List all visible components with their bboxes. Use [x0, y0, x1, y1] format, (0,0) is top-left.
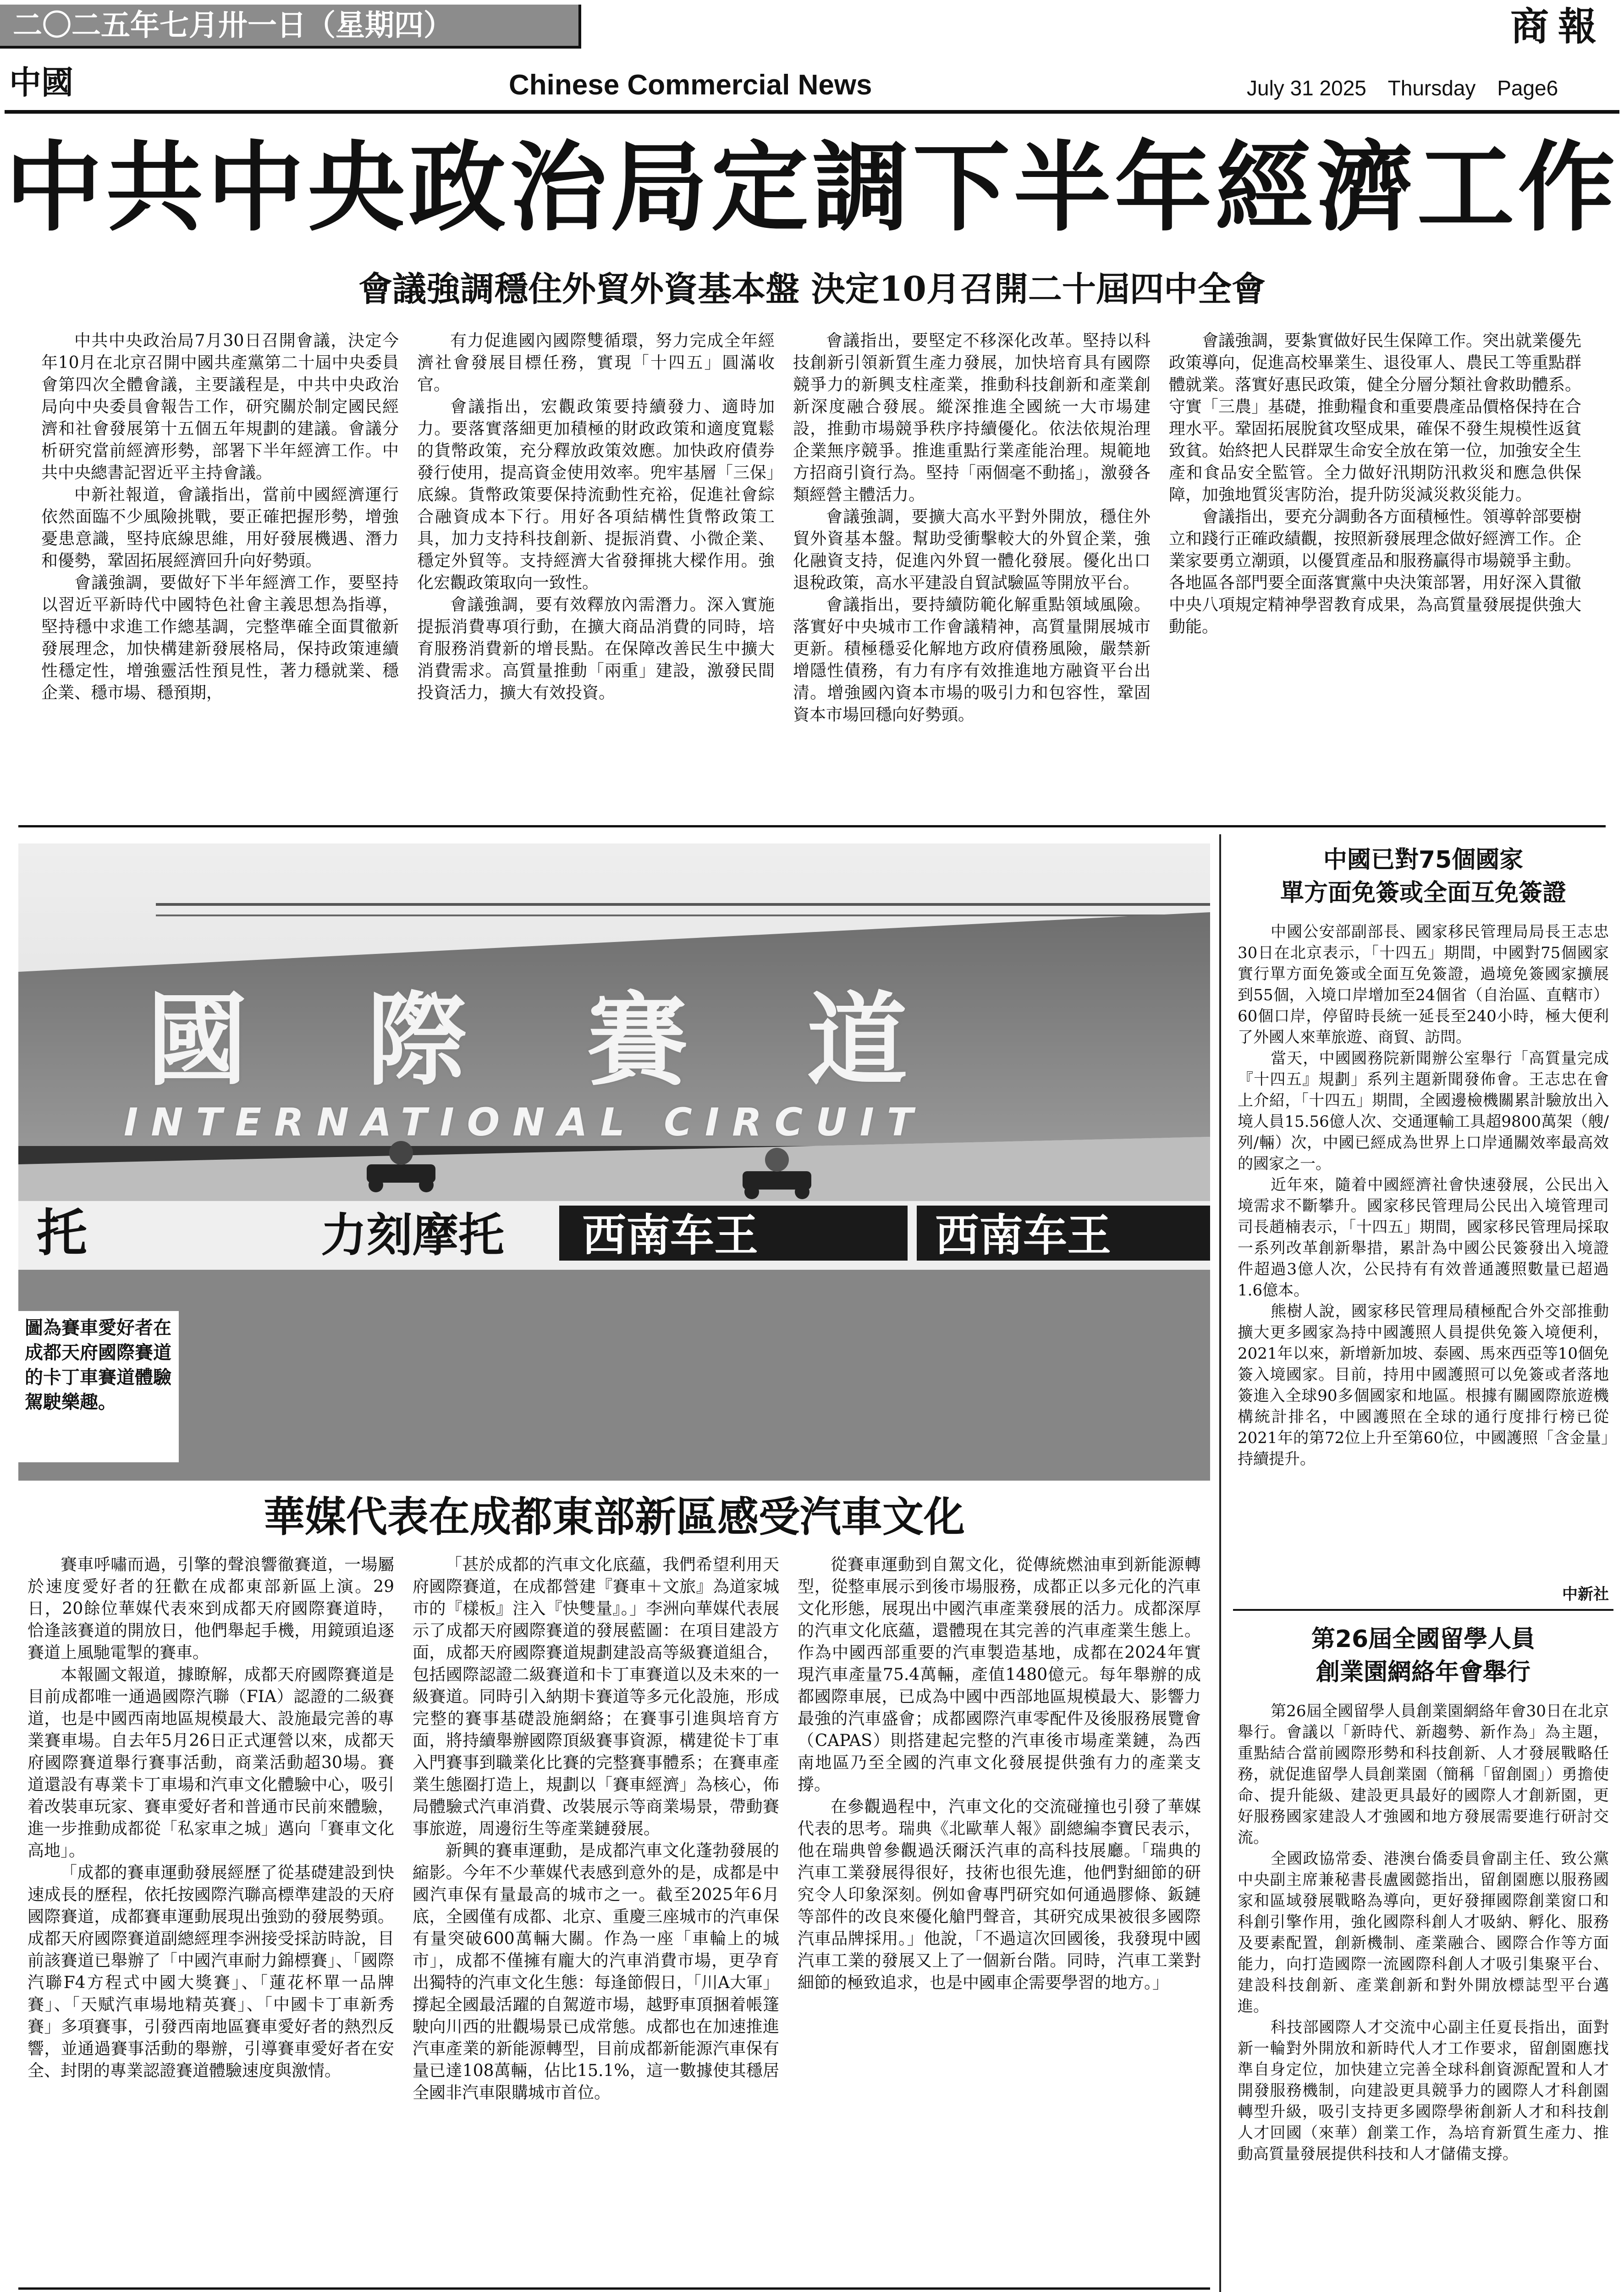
sidebar1-paragraph: 熊樹人說，國家移民管理局積極配合外交部推動擴大更多國家為持中國護照人員提供免簽入境便利，2021年以來，新增新加坡、泰國、馬來西亞等10個免簽入境國家。目前，持用中國護照可以免簽或者落地簽進入全球90多個國家和地區。根據有關國際旅遊機構統計排名，中國護照在全球的通行度排行榜已從2021年的第72位上升至第60位，中國護照「含金量」持續提升。 — [1238, 1302, 1609, 1468]
main-story-col-3 — [793, 330, 1151, 807]
sidebar1-byline: 中新社 — [1562, 1585, 1609, 1603]
story2-paragraph: 從賽車運動到自駕文化，從傳統燃油車到新能源轉型，從整車展示到後市場服務，成都正以多元化的汽車文化形態，展現出中國汽車產業發展的活力。成都深厚的汽車文化底蘊，還體現在其完善的汽車產業生態上。作為中國西部重要的汽車製造基地，成都在2024年實現汽車產量75.4萬輛，產值1480億元。每年舉辦的成都國際車展，已成為中國中西部地區規模最大、影響力最強的汽車盛會；成都國際汽車零配件及後服務展覽會（CAPAS）則搭建起完整的汽車後市場產業鏈，為西南地區乃至全國的汽車文化發展提供強有力的產業支撐。 — [798, 1555, 1201, 1794]
main-paragraph: 中新社報道，會議指出，當前中國經濟運行依然面臨不少風險挑戰，要正確把握形勢，增強憂患意識，堅持底線思維，用好發展機遇、潛力和優勢，鞏固拓展經濟回升向好勢頭。 — [41, 485, 399, 570]
circuit-sign: 國際賽道 — [147, 982, 1027, 1099]
main-paragraph: 有力促進國內國際雙循環，努力完成全年經濟社會發展目標任務，實現「十四五」圓滿收官。 — [417, 331, 775, 394]
photo-caption — [18, 1311, 179, 1462]
sidebar-rule-1 — [1233, 1609, 1613, 1611]
story2-paragraph: 本報圖文報道，據瞭解，成都天府國際賽道是目前成都唯一通過國際汽聯（FIA）認證的二級賽道，也是中國西南地區規模最大、設施最完善的專業賽車場。自去年5月26日正式運營以來，成都天府國際賽道舉行賽事活動，商業活動超30場。賽道還設有專業卡丁車場和汽車文化體驗中心，吸引着改裝車玩家、賽車愛好者和普通市民前來體驗，進一步推動成都從「私家車之城」邁向「賽車文化高地」。 — [28, 1665, 394, 1860]
english-day: Thursday — [1387, 76, 1476, 100]
story2-paragraph: 在參觀過程中，汽車文化的交流碰撞也引發了華媒代表的思考。瑞典《北歐華人報》副總編李寶民表示，他在瑞典曾參觀過沃爾沃汽車的高科技展廳。「瑞典的汽車工業發展得很好，技術也很先進，他們對細節的研究令人印象深刻。例如會專門研究如何通過膠條、鈑鏈等部件的改良來優化艙門聲音，其研究成果被很多國際汽車品牌採用。」他說，「不過這次回國後，我發現中國汽車工業的發展又上了一個新台階。同時，汽車工業對細節的極致追求，也是中國車企需要學習的地方。」 — [798, 1797, 1201, 1992]
sidebar1-headline-line1: 中國已對75個國家 — [1323, 846, 1524, 874]
main-story-col-1 — [41, 330, 399, 807]
section-rule-1 — [18, 825, 1606, 827]
sidebar2-headline — [1233, 1623, 1613, 1689]
main-paragraph: 會議指出，要堅定不移深化改革。堅持以科技創新引領新質生產力發展，加快培育具有國際競爭力的新興支柱產業，推動科技創新和產業創新深度融合發展。縱深推進全國統一大市場建設，推動市場競爭秩序持續優化。依法依規治理企業無序競爭。推進重點行業產能治理。規範地方招商引資行為。堅持「兩個毫不動搖」，激發各類經營主體活力。 — [793, 331, 1151, 504]
sidebar1-paragraph: 中國公安部副部長、國家移民管理局局長王志忠30日在北京表示，「十四五」期間，中國對75個國家實行單方面免簽或全面互免簽證，過境免簽國家擴展到55個，入境口岸增加至24個省（自治區、直轄市）60個口岸，停留時長統一延長至240小時，極大便利了外國人來華旅遊、商貿、訪問。 — [1238, 923, 1609, 1047]
banner-text-1: 力刻摩托 — [321, 1208, 504, 1262]
section-name: 中國 — [9, 64, 73, 101]
english-paper-name: Chinese Commercial News — [509, 69, 872, 101]
main-paragraph: 會議強調，要紮實做好民生保障工作。突出就業優先政策導向，促進高校畢業生、退役軍人、農民工等重點群體就業。落實好惠民政策，健全分層分類社會救助體系。守實「三農」基礎，推動糧食和重要農產品價格保持在合理水平。鞏固拓展脫貧攻堅成果，確保不發生規模性返貧致貧。始終把人民群眾生命安全放在第一位，加強安全生產和食品安全監管。全力做好汛期防汛救災和應急供保障，加強地質災害防治，提升防災減災救災能力。 — [1169, 331, 1581, 504]
banner-text-2: 西南车王 — [582, 1210, 758, 1261]
english-dateline — [1247, 74, 1558, 102]
paper-name: 商報 — [1510, 4, 1606, 49]
circuit-sign-english: INTERNATIONAL CIRCUIT — [124, 1100, 926, 1145]
main-story-col-4 — [1169, 330, 1581, 807]
date-banner-text: 二〇二五年七月卅一日（星期四） — [13, 9, 453, 43]
sidebar2-headline-line2: 創業園網絡年會舉行 — [1316, 1658, 1530, 1686]
sidebar2-body — [1238, 1701, 1609, 2292]
main-paragraph: 會議強調，要做好下半年經濟工作，要堅持以習近平新時代中國特色社會主義思想為指導，堅持穩中求進工作總基調，完整準確全面貫徹新發展理念，加快構建新發展格局，保持政策連續性穩定性，增強靈活性預見性，著力穩就業、穩企業、穩市場、穩預期， — [41, 573, 399, 702]
banner-text-3: 西南车王 — [935, 1210, 1111, 1261]
sidebar-divider — [1219, 834, 1221, 2292]
sidebar2-paragraph: 科技部國際人才交流中心副主任夏長指出，面對新一輪對外開放和新時代人才工作要求，留創園應找準自身定位，加快建立完善全球科創資源配置和人才開發服務機制，向建設更具競爭力的國際人才科創園轉型升級，吸引支持更多國際學術創新人才和科技創人才回國（來華）創業工作，為培育新質生產力、推動高質量發展提供科技和人才儲備支撐。 — [1238, 2018, 1609, 2163]
photo-caption-text: 圖為賽車愛好者在成都天府國際賽道的卡丁車賽道體驗駕駛樂趣。 — [25, 1317, 171, 1413]
sidebar1-headline — [1233, 843, 1613, 909]
main-paragraph: 會議強調，要有效釋放內需潛力。深入實施提振消費專項行動，在擴大商品消費的同時，培育服務消費新的增長點。在保障改善民生中擴大消費需求。高質量推動「兩重」建設，激發民間投資活力，擴大有效投資。 — [417, 595, 775, 702]
story2-paragraph: 賽車呼嘯而過，引擎的聲浪響徹賽道，一場屬於速度愛好者的狂歡在成都東部新區上演。29日，20餘位華媒代表來到成都天府國際賽道時，恰逢該賽道的開放日，他們舉起手機，用鏡頭追逐賽道上風馳電掣的賽車。 — [28, 1555, 394, 1662]
story2-paragraph: 新興的賽車運動，是成都汽車文化蓬勃發展的縮影。今年不少華媒代表感到意外的是，成都是中國汽車保有量最高的城市之一。截至2025年6月底，全國僅有成都、北京、重慶三座城市的汽車保有量突破600萬輛大關。作為一座「車輪上的城市」，成都不僅擁有龐大的汽車消費市場，更孕育出獨特的汽車文化生態：每逢節假日，「川A大軍」撐起全國最活躍的自駕遊市場，越野車頂捆着帳篷駛向川西的壯觀場景已成常態。成都也在加速推進汽車產業的新能源轉型，目前成都新能源汽車保有量已達108萬輛，佔比15.1%，這一數據使其穩居全國非汽車限購城市首位。 — [413, 1841, 779, 2102]
main-paragraph: 會議指出，宏觀政策要持續發力、適時加力。要落實落細更加積極的財政政策和適度寬鬆的貨幣政策，充分釋放政策效應。加快政府債券發行使用，提高資金使用效率。兜牢基層「三保」底線。貨幣政策要保持流動性充裕，促進社會綜合融資成本下行。用好各項結構性貨幣政策工具，加力支持科技創新、提振消費、小微企業、穩定外貿等。支持經濟大省發揮挑大樑作用。強化宏觀政策取向一致性。 — [417, 397, 775, 592]
story2-paragraph: 「成都的賽車運動發展經歷了從基礎建設到快速成長的歷程，依托按國際汽聯高標準建設的天府國際賽道，成都賽車運動展現出強勁的發展勢頭。成都天府國際賽道副總經理李洲接受採訪時說，目前該賽道已舉辦了「中國汽車耐力錦標賽」、「國際汽聯F4方程式中國大獎賽」、「蓮花杯單一品牌賽」、「天赋汽車場地精英賽」、「中國卡丁車新秀賽」多項賽事，引發西南地區賽車愛好者的熱烈反響，並通過賽事活動的舉辦，引導賽車愛好者在安全、封閉的專業認證賽道體驗速度與激情。 — [28, 1863, 394, 2080]
story2-headline: 華媒代表在成都東部新區感受汽車文化 — [264, 1493, 965, 1541]
masthead-rule — [5, 110, 1619, 114]
main-subheadline: 會議強調穩住外貿外資基本盤 決定10月召開二十屆四中全會 — [358, 270, 1266, 309]
main-paragraph: 中共中央政治局7月30日召開會議，決定今年10月在北京召開中國共產黨第二十屆中央委員會第四次全體會議，主要議程是，中共中央政治局向中央委員會報告工作，研究關於制定國民經濟和社會發展第十五個五年規劃的建議。會議分析研究當前經濟形勢，部署下半年經濟工作。中共中央總書記習近平主持會議。 — [41, 331, 399, 482]
main-headline: 中共中央政治局定調下半年經濟工作 — [5, 131, 1619, 244]
section-rule-2 — [18, 2287, 1210, 2290]
main-paragraph: 會議指出，要持續防範化解重點領域風險。落實好中央城市工作會議精神，高質量開展城市更新。積極穩妥化解地方政府債務風險，嚴禁新增隱性債務，有力有序有效推進地方融資平台出清。增強國內資本市場的吸引力和包容性，鞏固資本市場回穩向好勢頭。 — [793, 595, 1151, 724]
sidebar2-headline-line1: 第26屆全國留學人員 — [1311, 1625, 1536, 1653]
sidebar1-paragraph: 當天，中國國務院新聞辦公室舉行「高質量完成『十四五』規劃」系列主題新聞發佈會。王志忠在會上介紹，「十四五」期間，全國邊檢機關累計驗放出入境人員15.56億人次、交通運輸工具超9800萬架（艘/列/輛）次，中國已經成為世界上口岸通關效率最高效的國家之一。 — [1238, 1049, 1609, 1173]
story2-paragraph: 「甚於成都的汽車文化底蘊，我們希望利用天府國際賽道，在成都營建『賽車＋文旅』為道家城市的『樣板』注入『快雙量』。」李洲向華媒代表展示了成都天府國際賽道的發展藍圖：在項目建設方面，成都天府國際賽道規劃建設高等級賽道組合，包括國際認證二級賽道和卡丁車賽道以及未來的一級賽道。同時引入納期卡賽道等多元化設施，形成完整的賽事基礎設施網絡；在賽事引進與培育方面，將持續舉辦國際頂級賽事資源，構建從卡丁車入門賽事到職業化比賽的完整賽事體系；在賽車產業生態圈打造上，規劃以「賽車經濟」為核心，佈局體驗式汽車消費、改裝展示等商業場景，帶動賽事旅遊，周邊衍生等產業鏈發展。 — [413, 1555, 779, 1838]
sidebar1-headline-line2: 單方面免簽或全面互免簽證 — [1280, 879, 1566, 907]
story2-col-1 — [28, 1554, 394, 2274]
race-track-photo-image — [18, 843, 1210, 1481]
sidebar2-paragraph: 第26屆全國留學人員創業園網絡年會30日在北京舉行。會議以「新時代、新趨勢、新作為」為主題，重點結合當前國際形勢和科技創新、人才發展戰略任務，就促進留學人員創業園（簡稱「留創園」）勇擔使命、提升能級、建設更具最好的國際人才創新園，更好服務國家建設人才強國和地方發展需要進行研討交流。 — [1238, 1702, 1609, 1847]
main-paragraph: 會議指出，要充分調動各方面積極性。領導幹部要樹立和踐行正確政績觀，按照新發展理念做好經濟工作。企業家要勇立潮頭，以優質產品和服務贏得市場競爭主動。各地區各部門要全面落實黨中央決策部署，用好深入貫徹中央八項規定精神學習教育成果，為高質量發展提供強大動能。 — [1169, 507, 1581, 636]
story2-col-3 — [798, 1554, 1201, 2274]
english-date: July 31 2025 — [1247, 76, 1366, 100]
sidebar2-paragraph: 全國政協常委、港澳台僑委員會副主任、致公黨中央副主席兼秘書長盧國懿指出，留創園應以服務國家和區域發展戰略為導向，更好發揮國際創業窗口和科創引擎作用，強化國際科創人才吸納、孵化、服務及要素配置，創新機制、產業融合、國際合作等方面能力，向打造國際一流國際科創人才吸引集聚平台、建設科技創新、產業創新和對外開放標誌型平台邁進。 — [1238, 1850, 1609, 2016]
sidebar1-body — [1238, 921, 1609, 1577]
sidebar1-paragraph: 近年來，隨着中國經濟社會快速發展，公民出入境需求不斷攀升。國家移民管理局公民出入境管理司司長趙楠表示，「十四五」期間，國家移民管理局採取一系列改革創新舉措，累計為中國公民簽發出入境證件超過3億人次，公民持有有效普通護照數量已超過1.6億本。 — [1238, 1176, 1609, 1300]
page-number: Page6 — [1497, 76, 1558, 100]
date-banner — [0, 5, 581, 49]
main-paragraph: 會議強調，要擴大高水平對外開放，穩住外貿外資基本盤。幫助受衝擊較大的外貿企業，強化融資支持，促進內外貿一體化發展。優化出口退稅政策，高水平建設自貿試驗區等開放平台。 — [793, 507, 1151, 592]
banner-text-left: 托 — [37, 1204, 87, 1262]
race-track-photo — [18, 843, 1210, 1481]
story2-col-2 — [413, 1554, 779, 2274]
main-story-col-2 — [417, 330, 775, 807]
